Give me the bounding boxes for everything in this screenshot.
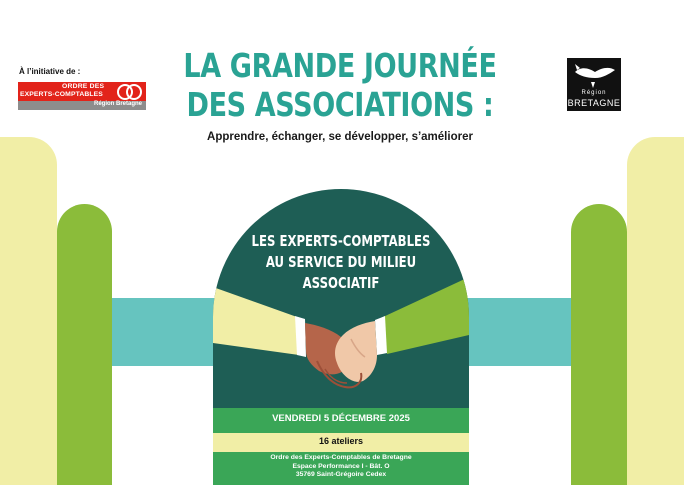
left-pillar-inner xyxy=(57,204,112,485)
left-pillar-outer xyxy=(0,137,57,485)
address-line2: Espace Performance I - Bât. O xyxy=(292,462,390,470)
main-title-line2: DES ASSOCIATIONS : xyxy=(186,85,494,124)
right-pillar-inner xyxy=(571,204,627,485)
main-title xyxy=(176,46,504,124)
left-sleeve xyxy=(213,287,299,355)
event-date: VENDREDI 5 DÉCEMBRE 2025 xyxy=(272,413,410,424)
oec-logo-line1: ORDRE DES xyxy=(62,83,105,90)
arch-title xyxy=(241,231,441,294)
subtitle: Apprendre, échanger, se développer, s’améliorer xyxy=(207,131,473,143)
oec-logo-line2: EXPERTS-COMPTABLES xyxy=(20,91,103,98)
main-title-line1: LA GRANDE JOURNÉE xyxy=(183,46,497,85)
oec-logo-sub-band xyxy=(18,101,146,110)
oec-logo-red-band xyxy=(18,82,146,101)
arch-title-line2: AU SERVICE DU MILIEU ASSOCIATIF xyxy=(265,253,417,292)
ermine-icon xyxy=(567,58,621,90)
event-address xyxy=(213,454,469,480)
initiative-label: À l’initiative de : xyxy=(19,67,81,76)
oec-emblem-icon xyxy=(114,83,144,101)
oec-logo-sub: Région Bretagne xyxy=(93,101,142,107)
oec-logo xyxy=(18,82,146,110)
address-line3: 35769 Saint-Grégoire Cedex xyxy=(295,471,387,478)
region-logo-big: BRETAGNE xyxy=(567,98,621,108)
region-logo-small: Région xyxy=(581,90,607,96)
address-line1: Ordre des Experts-Comptables de Bretagne xyxy=(270,454,412,461)
ateliers-count: 16 ateliers xyxy=(318,436,364,446)
arch-title-line1: LES EXPERTS-COMPTABLES xyxy=(251,232,431,250)
right-pillar-outer xyxy=(627,137,684,485)
region-bretagne-logo xyxy=(567,58,621,111)
